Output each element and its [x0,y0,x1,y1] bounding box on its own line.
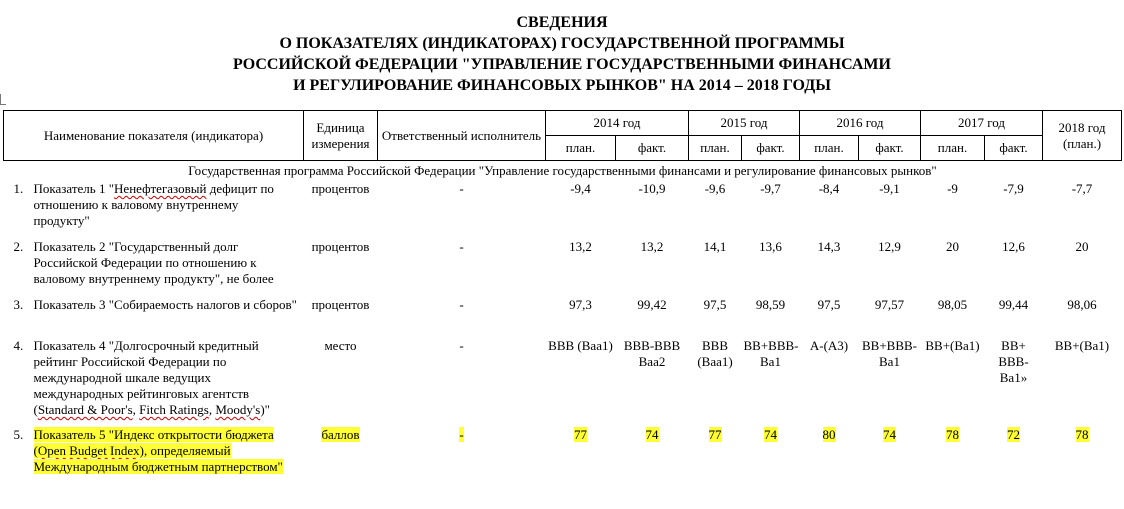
executor-cell: - [459,297,464,312]
value-2017-fact: 72 [1007,427,1020,442]
header-2015: 2015 год [689,111,800,136]
value-2018-plan: 20 [1075,239,1089,254]
value-2014-plan: 97,3 [569,297,592,312]
value-2014-plan: 13,2 [569,239,592,254]
indicator-name: Показатель 4 "Долгосрочный кредитный рейтинг Российской Федерации по международной шкале ведущих международных рейтинговых агентств (Standard & Poor's, Fitch Ratings, Moody's)" [33,338,270,417]
header-2018: 2018 год (план.) [1043,111,1122,161]
value-2014-plan: BBB (Baa1) [548,338,613,353]
value-2016-fact: 12,9 [878,239,901,254]
value-2016-fact: BB+BBB-Ba1 [861,338,917,369]
header-plan: план. [921,136,985,161]
title-line-3: РОССИЙСКОЙ ФЕДЕРАЦИИ "УПРАВЛЕНИЕ ГОСУДАРСТВЕННЫМИ ФИНАНСАМИ [233,56,891,73]
value-2014-fact: -10,9 [638,181,666,196]
header-2016: 2016 год [800,111,921,136]
section-row [4,161,1122,182]
table-row [4,427,1122,497]
title-line-4: И РЕГУЛИРОВАНИЕ ФИНАНСОВЫХ РЫНКОВ" НА 2014 – 2018 ГОДЫ [293,77,831,94]
row-index: 3. [13,297,24,312]
table-row [4,239,1122,297]
indicator-name: Показатель 3 "Собираемость налогов и сборов" [33,297,297,312]
value-2015-plan: 14,1 [703,239,727,254]
value-2015-fact: 13,6 [759,239,782,254]
table-row [4,338,1122,427]
indicator-name: Показатель 5 "Индекс открытости бюджета (Open Budget Index), определяемый Международным бюджетным партнерством" [33,427,283,474]
corner-mark [0,94,6,105]
value-2017-fact: 12,6 [1002,239,1025,254]
value-2017-plan: -9 [947,181,958,196]
value-2016-fact: 97,57 [874,297,905,312]
executor-cell: - [459,427,464,442]
header-plan: план. [689,136,742,161]
value-2017-plan: 78 [946,427,959,442]
title-line-1: СВЕДЕНИЯ [516,14,608,31]
value-2018-plan: 78 [1075,427,1089,442]
value-2015-plan: 77 [708,427,722,442]
value-2015-plan: -9,6 [704,181,726,196]
executor-cell: - [459,181,464,196]
header-plan: план. [546,136,616,161]
value-2016-plan: 14,3 [817,239,841,254]
row-index: 5. [13,427,24,442]
row-index: 4. [13,338,24,353]
value-2018-plan: 98,06 [1067,297,1097,312]
value-2014-plan: -9,4 [570,181,591,196]
value-2015-plan: BBB (Baa1) [697,338,733,369]
value-2015-fact: BB+BBB-Ba1 [743,338,799,369]
row-index: 2. [13,239,24,254]
value-2018-plan: -7,7 [1071,181,1093,196]
section-title: Государственная программа Российской Федерации "Управление государственными финансами и регулирование финансовых рынков" [188,163,937,178]
value-2015-plan: 97,5 [703,297,727,312]
value-2016-fact: 74 [883,427,896,442]
header-fact: факт. [616,136,689,161]
value-2015-fact: 98,59 [755,297,786,312]
value-2018-plan: BB+(Ba1) [1054,338,1110,353]
unit-cell: процентов [311,239,370,254]
executor-cell: - [459,338,464,353]
header-fact: факт. [742,136,800,161]
value-2016-plan: A-(A3) [809,338,849,353]
row-index: 1. [13,181,24,196]
table-row [4,297,1122,338]
header-plan: план. [800,136,859,161]
indicator-name: Показатель 1 "Ненефтегазовый дефицит по отношению к валовому внутреннему продукту" [33,181,274,228]
value-2017-fact: BB+ BBB-Ba1» [998,338,1029,385]
header-2014: 2014 год [546,111,689,136]
unit-cell: баллов [321,427,360,442]
value-2014-plan: 77 [574,427,587,442]
value-2017-plan: BB+(Ba1) [925,338,980,353]
header-fact: факт. [859,136,921,161]
document-title [0,12,1124,96]
title-line-2: О ПОКАЗАТЕЛЯХ (ИНДИКАТОРАХ) ГОСУДАРСТВЕННОЙ ПРОГРАММЫ [279,35,845,52]
value-2016-plan: 80 [822,427,836,442]
value-2014-fact: BBB-BBB Baa2 [623,338,681,369]
header-unit: Единица измерения [304,111,378,161]
indicators-table [3,110,1122,497]
value-2014-fact: 13,2 [640,239,664,254]
header-2017: 2017 год [921,111,1043,136]
executor-cell: - [459,239,464,254]
value-2016-plan: 97,5 [817,297,841,312]
value-2017-plan: 20 [946,239,959,254]
value-2016-plan: -8,4 [818,181,840,196]
value-2017-plan: 98,05 [937,297,968,312]
value-2017-fact: -7,9 [1003,181,1024,196]
unit-cell: процентов [311,297,370,312]
value-2014-fact: 99,42 [637,297,667,312]
value-2014-fact: 74 [645,427,659,442]
unit-cell: место [324,338,357,353]
unit-cell: процентов [311,181,370,196]
value-2017-fact: 99,44 [998,297,1029,312]
header-executor: Ответственный исполнитель [378,111,546,161]
table-row [4,181,1122,239]
indicator-name: Показатель 2 "Государственный долг Российской Федерации по отношению к валовому внутреннему продукту", не более [33,239,274,286]
value-2015-fact: -9,7 [760,181,781,196]
header-name: Наименование показателя (индикатора) [4,111,304,161]
header-fact: факт. [985,136,1043,161]
value-2016-fact: -9,1 [879,181,900,196]
value-2015-fact: 74 [764,427,777,442]
